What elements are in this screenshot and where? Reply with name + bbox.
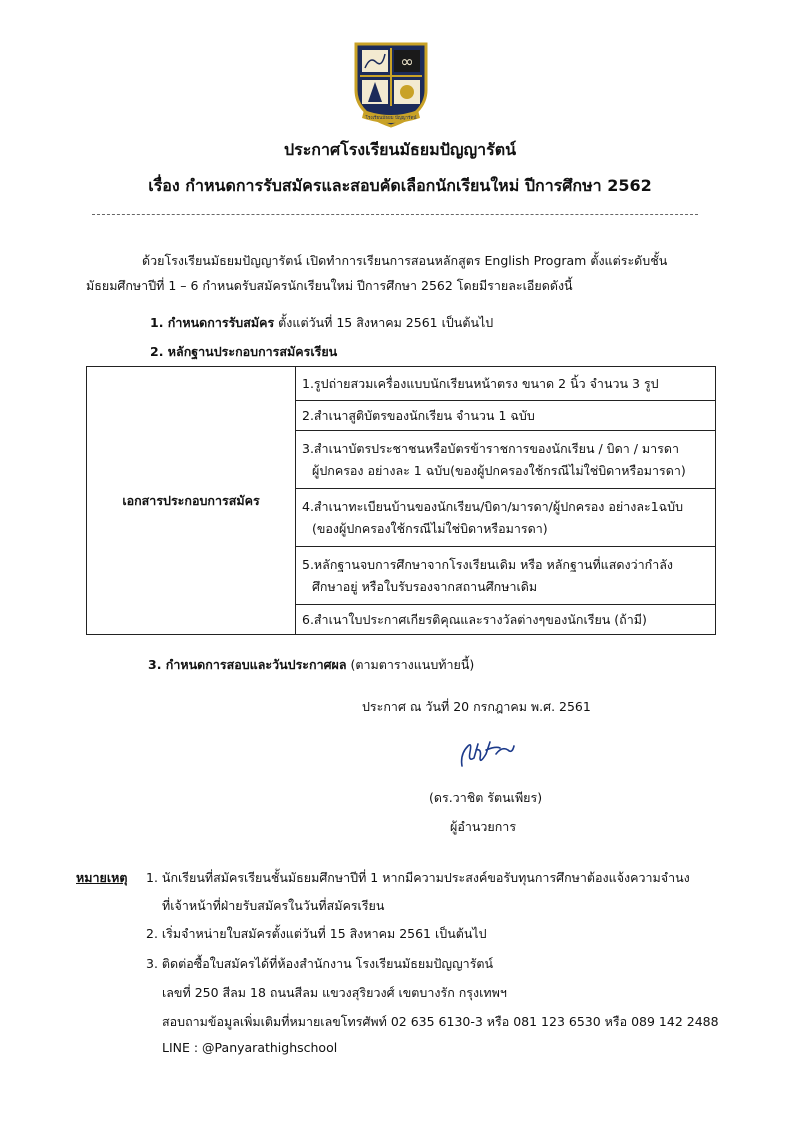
announcement-subject: เรื่อง กำหนดการรับสมัครและสอบคัดเลือกนักเรียนใหม่ ปีการศึกษา 2562 — [148, 176, 652, 195]
documents-label: เอกสารประกอบการสมัคร — [87, 367, 296, 635]
document-item-3: 3.สำเนาบัตรประชาชนหรือบัตรข้าราชการของนักเรียน / บิดา / มารดา ผู้ปกครอง อย่างละ 1 ฉบับ(ของผู้ปกครองใช้กรณีไม่ใช่บิดาหรือมารดา) — [296, 431, 716, 489]
svg-text:โรงเรียนมัธยม ปัญญารัตน์: โรงเรียนมัธยม ปัญญารัตน์ — [365, 116, 417, 121]
section-2-title: 2. หลักฐานประกอบการสมัครเรียน — [150, 344, 338, 359]
document-item-6: 6.สำเนาใบประกาศเกียรติคุณและรางวัลต่างๆของนักเรียน (ถ้ามี) — [296, 605, 716, 635]
document-item-1: 1.รูปถ่ายสวมเครื่องแบบนักเรียนหน้าตรง ขนาด 2 นิ้ว จำนวน 3 รูป — [296, 367, 716, 401]
note-2: 2. เริ่มจำหน่ายใบสมัครตั้งแต่วันที่ 15 สิงหาคม 2561 เป็นต้นไป — [146, 926, 487, 941]
section-1-title: 1. กำหนดการรับสมัคร — [150, 315, 275, 330]
announcement-date: ประกาศ ณ วันที่ 20 กรกฎาคม พ.ศ. 2561 — [362, 699, 591, 714]
documents-table — [86, 366, 716, 635]
note-1-line-2: ที่เจ้าหน้าที่ฝ่ายรับสมัครในวันที่สมัครเรียน — [162, 898, 385, 913]
director-name: (ดร.วาชิต รัตนเพียร) — [429, 790, 543, 805]
note-3-phone: สอบถามข้อมูลเพิ่มเติมที่หมายเลขโทรศัพท์ 02 635 6130-3 หรือ 081 123 6530 หรือ 089 142 2488 — [162, 1014, 719, 1029]
section-1 — [150, 313, 493, 333]
intro-line-2: มัธยมศึกษาปีที่ 1 – 6 กำหนดรับสมัครนักเรียนใหม่ ปีการศึกษา 2562 โดยมีรายละเอียดดังนี้ — [86, 278, 573, 293]
document-item-5: 5.หลักฐานจบการศึกษาจากโรงเรียนเดิม หรือ หลักฐานที่แสดงว่ากำลัง ศึกษาอยู่ หรือใบรับรองจากสถานศึกษาเดิม — [296, 547, 716, 605]
section-3-text: (ตามตารางแนบท้ายนี้) — [350, 657, 475, 672]
announcement-title: ประกาศโรงเรียนมัธยมปัญญารัตน์ — [283, 140, 517, 159]
svg-text:∞: ∞ — [400, 52, 414, 71]
document-item-2: 2.สำเนาสูติบัตรของนักเรียน จำนวน 1 ฉบับ — [296, 401, 716, 431]
signature — [456, 736, 520, 772]
note-3-line-1: 3. ติดต่อซื้อใบสมัครได้ที่ห้องสำนักงาน โรงเรียนมัธยมปัญญารัตน์ — [146, 956, 494, 971]
director-position: ผู้อำนวยการ — [450, 819, 517, 834]
section-3-title: 3. กำหนดการสอบและวันประกาศผล — [148, 657, 347, 672]
note-1-line-1: 1. นักเรียนที่สมัครเรียนชั้นมัธยมศึกษาปีที่ 1 หากมีความประสงค์ขอรับทุนการศึกษาต้องแจ้งความจำนง — [146, 870, 690, 885]
divider — [92, 214, 698, 215]
note-3-line-id: LINE : @Panyarathighschool — [162, 1040, 338, 1055]
section-1-text: ตั้งแต่วันที่ 15 สิงหาคม 2561 เป็นต้นไป — [278, 315, 494, 330]
notes-label: หมายเหตุ — [76, 870, 128, 885]
document-item-4: 4.สำเนาทะเบียนบ้านของนักเรียน/บิดา/มารดา/ผู้ปกครอง อย่างละ1ฉบับ (ของผู้ปกครองใช้กรณีไม่ใช่บิดาหรือมารดา) — [296, 489, 716, 547]
note-3-address: เลขที่ 250 สีลม 18 ถนนสีลม แขวงสุริยวงศ์ เขตบางรัก กรุงเทพฯ — [162, 985, 507, 1000]
intro-line-1: ด้วยโรงเรียนมัธยมปัญญารัตน์ เปิดทำการเรียนการสอนหลักสูตร English Program ตั้งแต่ระดับชั้น — [142, 253, 668, 268]
section-3 — [148, 655, 474, 675]
table-row — [87, 367, 716, 401]
school-crest-logo — [350, 40, 432, 130]
